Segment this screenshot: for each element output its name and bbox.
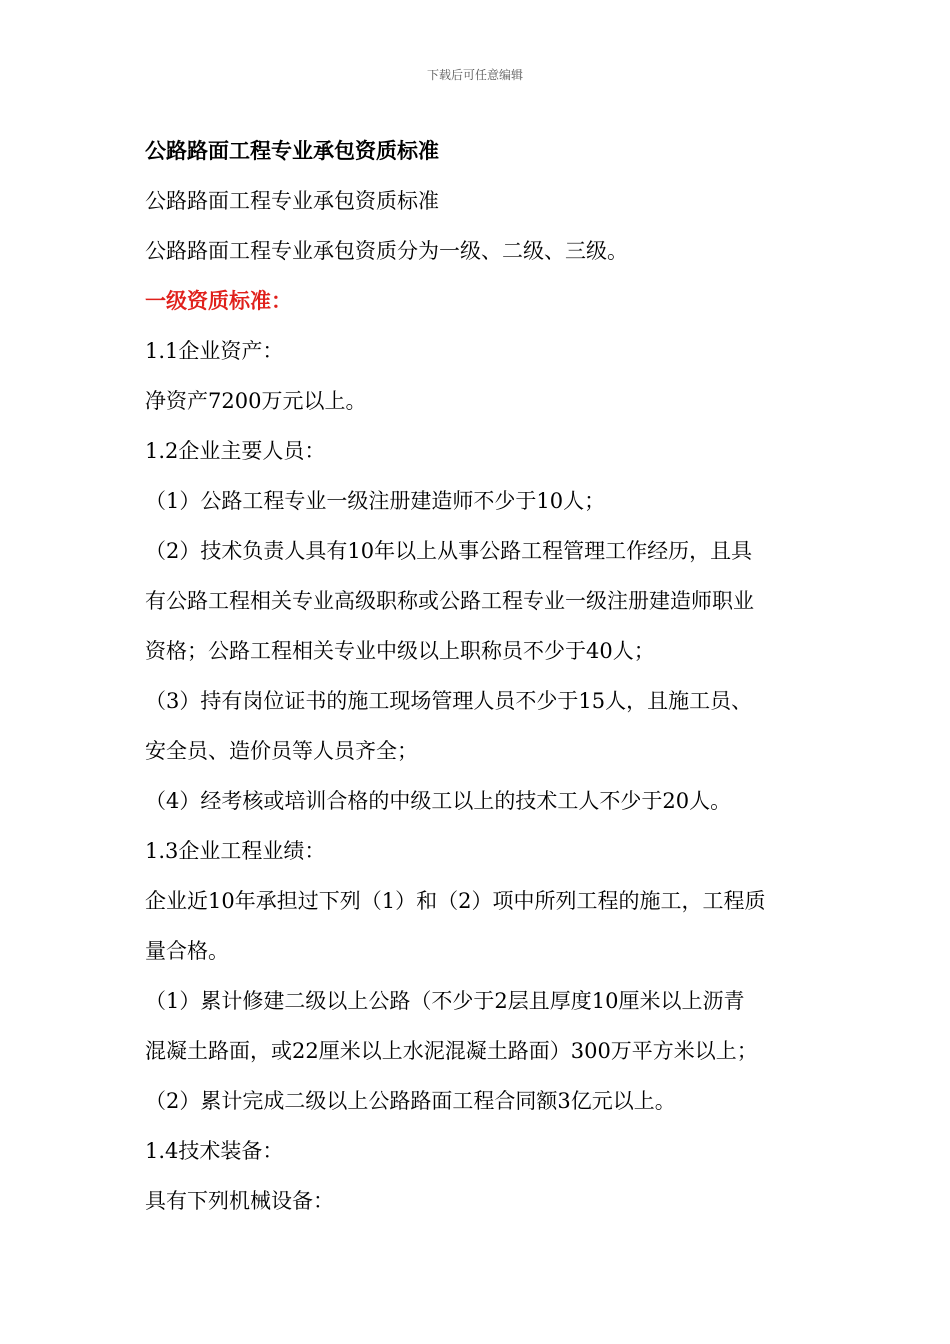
- paragraph-line-continued: 量合格。: [145, 939, 229, 963]
- list-item-continued: 安全员、造价员等人员齐全；: [145, 739, 418, 763]
- list-item: （1）公路工程专业一级注册建造师不少于10人；: [145, 489, 606, 513]
- list-item: （1）累计修建二级以上公路（不少于2层且厚度10厘米以上沥青: [145, 989, 745, 1013]
- list-item-continued: 资格；公路工程相关专业中级以上职称员不少于40人；: [145, 639, 655, 663]
- paragraph-line: 企业近10年承担过下列（1）和（2）项中所列工程的施工，工程质: [145, 889, 766, 913]
- subsection-heading-performance: 1.3企业工程业绩：: [145, 839, 326, 863]
- list-item-continued: 有公路工程相关专业高级职称或公路工程专业一级注册建造师职业: [145, 589, 754, 613]
- list-item: （2）技术负责人具有10年以上从事公路工程管理工作经历，且具: [145, 539, 753, 563]
- subsection-heading-personnel: 1.2企业主要人员：: [145, 439, 326, 463]
- intro-line: 公路路面工程专业承包资质分为一级、二级、三级。: [145, 239, 628, 263]
- subsection-heading-equipment: 1.4技术装备：: [145, 1139, 284, 1163]
- header-note: 下载后可任意编辑: [426, 68, 523, 82]
- paragraph-line: 净资产7200万元以上。: [145, 389, 367, 413]
- document-title: 公路路面工程专业承包资质标准: [145, 138, 439, 163]
- list-item: （2）累计完成二级以上公路路面工程合同额3亿元以上。: [145, 1089, 676, 1113]
- list-item-continued: 混凝土路面，或22厘米以上水泥混凝土路面）300万平方米以上；: [145, 1039, 758, 1063]
- list-item: （3）持有岗位证书的施工现场管理人员不少于15人，且施工员、: [145, 689, 753, 713]
- subtitle-line: 公路路面工程专业承包资质标准: [145, 189, 439, 213]
- list-item: （4）经考核或培训合格的中级工以上的技术工人不少于20人。: [145, 789, 732, 813]
- paragraph-line: 具有下列机械设备：: [145, 1189, 334, 1213]
- section-heading-level1: 一级资质标准：: [145, 288, 292, 313]
- subsection-heading-assets: 1.1企业资产：: [145, 339, 284, 363]
